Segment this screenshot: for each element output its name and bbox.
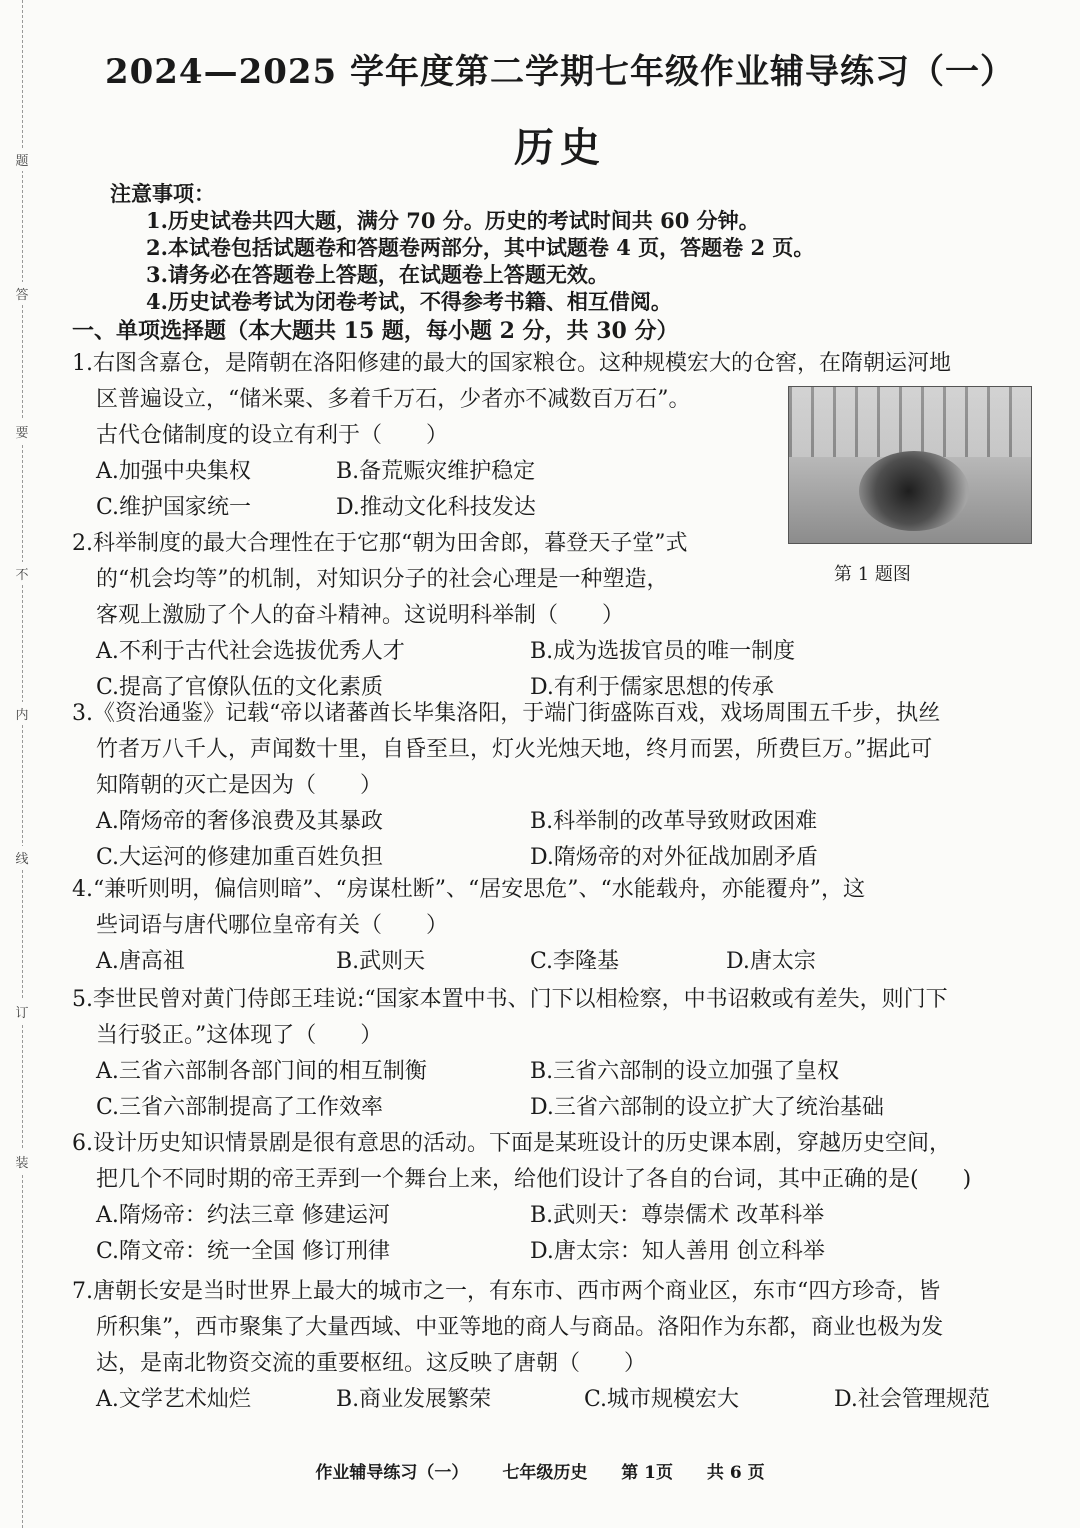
binding-char: 内	[12, 702, 32, 725]
binding-char: 不	[12, 562, 32, 585]
binding-char: 订	[12, 1000, 32, 1023]
binding-char: 题	[12, 148, 32, 171]
question-line: 5.李世民曾对黄门侍郎王珪说:“国家本置中书、门下以相检察，中书诏敕或有差失，则门下	[72, 987, 948, 1012]
question-line: 客观上激励了个人的奋斗精神。这说明科举制（ ）	[96, 603, 625, 628]
binding-char: 线	[12, 846, 32, 869]
question-line: 4.“兼听则明，偏信则暗”、“房谋杜断”、“居安思危”、“水能载舟，亦能覆舟”，这	[72, 877, 865, 902]
footer-page: 第 1页	[621, 1463, 673, 1483]
question-line: 7.唐朝长安是当时世界上最大的城市之一，有东市、西市两个商业区，东市“四方珍奇，皆	[72, 1279, 941, 1304]
options-row	[72, 1054, 1032, 1090]
notes-heading: 注意事项：	[110, 181, 215, 206]
question-6	[72, 1126, 1032, 1270]
option[interactable]: B.三省六部制的设立加强了皇权	[530, 1059, 840, 1084]
note-item: 2.本试卷包括试题卷和答题卷两部分，其中试题卷 4 页，答题卷 2 页。	[146, 235, 815, 260]
question-line: 所积集”，西市聚集了大量西域、中亚等地的商人与商品。洛阳作为东都，商业也极为发	[96, 1315, 944, 1340]
question-line: 1.右图含嘉仓，是隋朝在洛阳修建的最大的国家粮仓。这种规模宏大的仓窖，在隋朝运河地	[72, 351, 951, 376]
question-line: 区普遍设立，“储米粟、多着千万石，少者亦不减数百万石”。	[96, 387, 691, 412]
option[interactable]: B.科举制的改革导致财政困难	[530, 809, 818, 834]
note-item: 3.请务必在答题卷上答题，在试题卷上答题无效。	[146, 262, 609, 287]
question-line: 达，是南北物资交流的重要枢纽。这反映了唐朝（ ）	[96, 1351, 647, 1376]
option[interactable]: A.三省六部制各部门间的相互制衡	[96, 1059, 427, 1084]
question-5	[72, 982, 1032, 1126]
options-row	[72, 1198, 1032, 1234]
option[interactable]: A.唐高祖	[96, 949, 185, 974]
option[interactable]: C.三省六部制提高了工作效率	[96, 1095, 384, 1120]
binding-char: 装	[12, 1150, 32, 1173]
page-footer	[0, 1458, 1080, 1483]
question-line: 知隋朝的灭亡是因为（ ）	[96, 773, 383, 798]
question-line: 些词语与唐代哪位皇帝有关（ ）	[96, 913, 449, 938]
page-title: 2024—2025 学年度第二学期七年级作业辅导练习（一）	[104, 52, 1016, 92]
photo-granary-pit	[859, 451, 969, 531]
question-line: 2.科举制度的最大合理性在于它那“朝为田舍郎，暮登天子堂”式	[72, 531, 688, 556]
option[interactable]: C.大运河的修建加重百姓负担	[96, 845, 384, 870]
binding-line	[22, 0, 23, 1528]
options-row	[72, 634, 1032, 670]
option[interactable]: D.推动文化科技发达	[336, 495, 536, 520]
option[interactable]: B.武则天	[336, 949, 426, 974]
options-row	[72, 840, 1032, 876]
option[interactable]: A.不利于古代社会选拔优秀人才	[96, 639, 405, 664]
options-row	[72, 804, 1032, 840]
options-row	[72, 1234, 1032, 1270]
option[interactable]: C.隋文帝：统一全国 修订刑律	[96, 1239, 391, 1264]
question-4	[72, 872, 1032, 980]
photo-shelter	[789, 387, 1031, 457]
options-row	[72, 1382, 1032, 1418]
note-item: 4.历史试卷考试为闭卷考试，不得参考书籍、相互借阅。	[146, 289, 672, 314]
option[interactable]: D.唐太宗：知人善用 创立科举	[530, 1239, 825, 1264]
question-2	[72, 526, 1032, 706]
figure-caption: 第 1 题图	[834, 564, 911, 585]
question-7	[72, 1274, 1032, 1418]
option[interactable]: D.社会管理规范	[834, 1387, 990, 1412]
option[interactable]: C.李隆基	[530, 949, 620, 974]
subject-title: 历史	[514, 124, 606, 171]
option[interactable]: B.备荒赈灾维护稳定	[336, 459, 536, 484]
question-line: 6.设计历史知识情景剧是很有意思的活动。下面是某班设计的历史课本剧，穿越历史空间，	[72, 1131, 951, 1156]
option[interactable]: D.有利于儒家思想的传承	[530, 675, 774, 700]
binding-char: 要	[12, 420, 32, 443]
footer-series: 作业辅导练习（一）	[315, 1463, 469, 1483]
option[interactable]: A.隋炀帝：约法三章 修建运河	[96, 1203, 390, 1228]
section-title: 一、单项选择题（本大题共 15 题，每小题 2 分，共 30 分）	[72, 318, 679, 344]
question-line: 的“机会均等”的机制，对知识分子的社会心理是一种塑造，	[96, 567, 669, 592]
option[interactable]: A.加强中央集权	[96, 459, 251, 484]
granary-photo	[788, 386, 1032, 544]
option[interactable]: C.维护国家统一	[96, 495, 252, 520]
footer-total: 共 6 页	[706, 1463, 765, 1483]
option[interactable]: A.文学艺术灿烂	[96, 1387, 251, 1412]
option[interactable]: B.武则天：尊崇儒术 改革科举	[530, 1203, 825, 1228]
options-row	[72, 1090, 1032, 1126]
option[interactable]: B.商业发展繁荣	[336, 1387, 492, 1412]
options-row	[72, 944, 1032, 980]
question-3	[72, 696, 1032, 876]
option[interactable]: C.城市规模宏大	[584, 1387, 740, 1412]
option[interactable]: A.隋炀帝的奢侈浪费及其暴政	[96, 809, 383, 834]
question-line: 古代仓储制度的设立有利于（ ）	[96, 423, 449, 448]
question-line: 当行驳正。”这体现了（ ）	[96, 1023, 383, 1048]
option[interactable]: C.提高了官僚队伍的文化素质	[96, 675, 384, 700]
option[interactable]: B.成为选拔官员的唯一制度	[530, 639, 796, 664]
question-line: 竹者万八千人，声闻数十里，自昏至旦，灯火光烛天地，终月而罢，所费巨万。”据此可	[96, 737, 933, 762]
option[interactable]: D.隋炀帝的对外征战加剧矛盾	[530, 845, 818, 870]
footer-subject: 七年级历史	[502, 1463, 588, 1483]
notes-block	[110, 180, 1010, 315]
question-line: 3.《资治通鉴》记载“帝以诸蕃酋长毕集洛阳，于端门街盛陈百戏，戏场周围五千步，执丝	[72, 701, 941, 726]
option[interactable]: D.唐太宗	[726, 949, 816, 974]
note-item: 1.历史试卷共四大题，满分 70 分。历史的考试时间共 60 分钟。	[146, 208, 760, 233]
binding-char: 答	[12, 282, 32, 305]
question-line: 把几个不同时期的帝王弄到一个舞台上来，给他们设计了各自的台词，其中正确的是( )	[96, 1167, 972, 1192]
option[interactable]: D.三省六部制的设立扩大了统治基础	[530, 1095, 884, 1120]
